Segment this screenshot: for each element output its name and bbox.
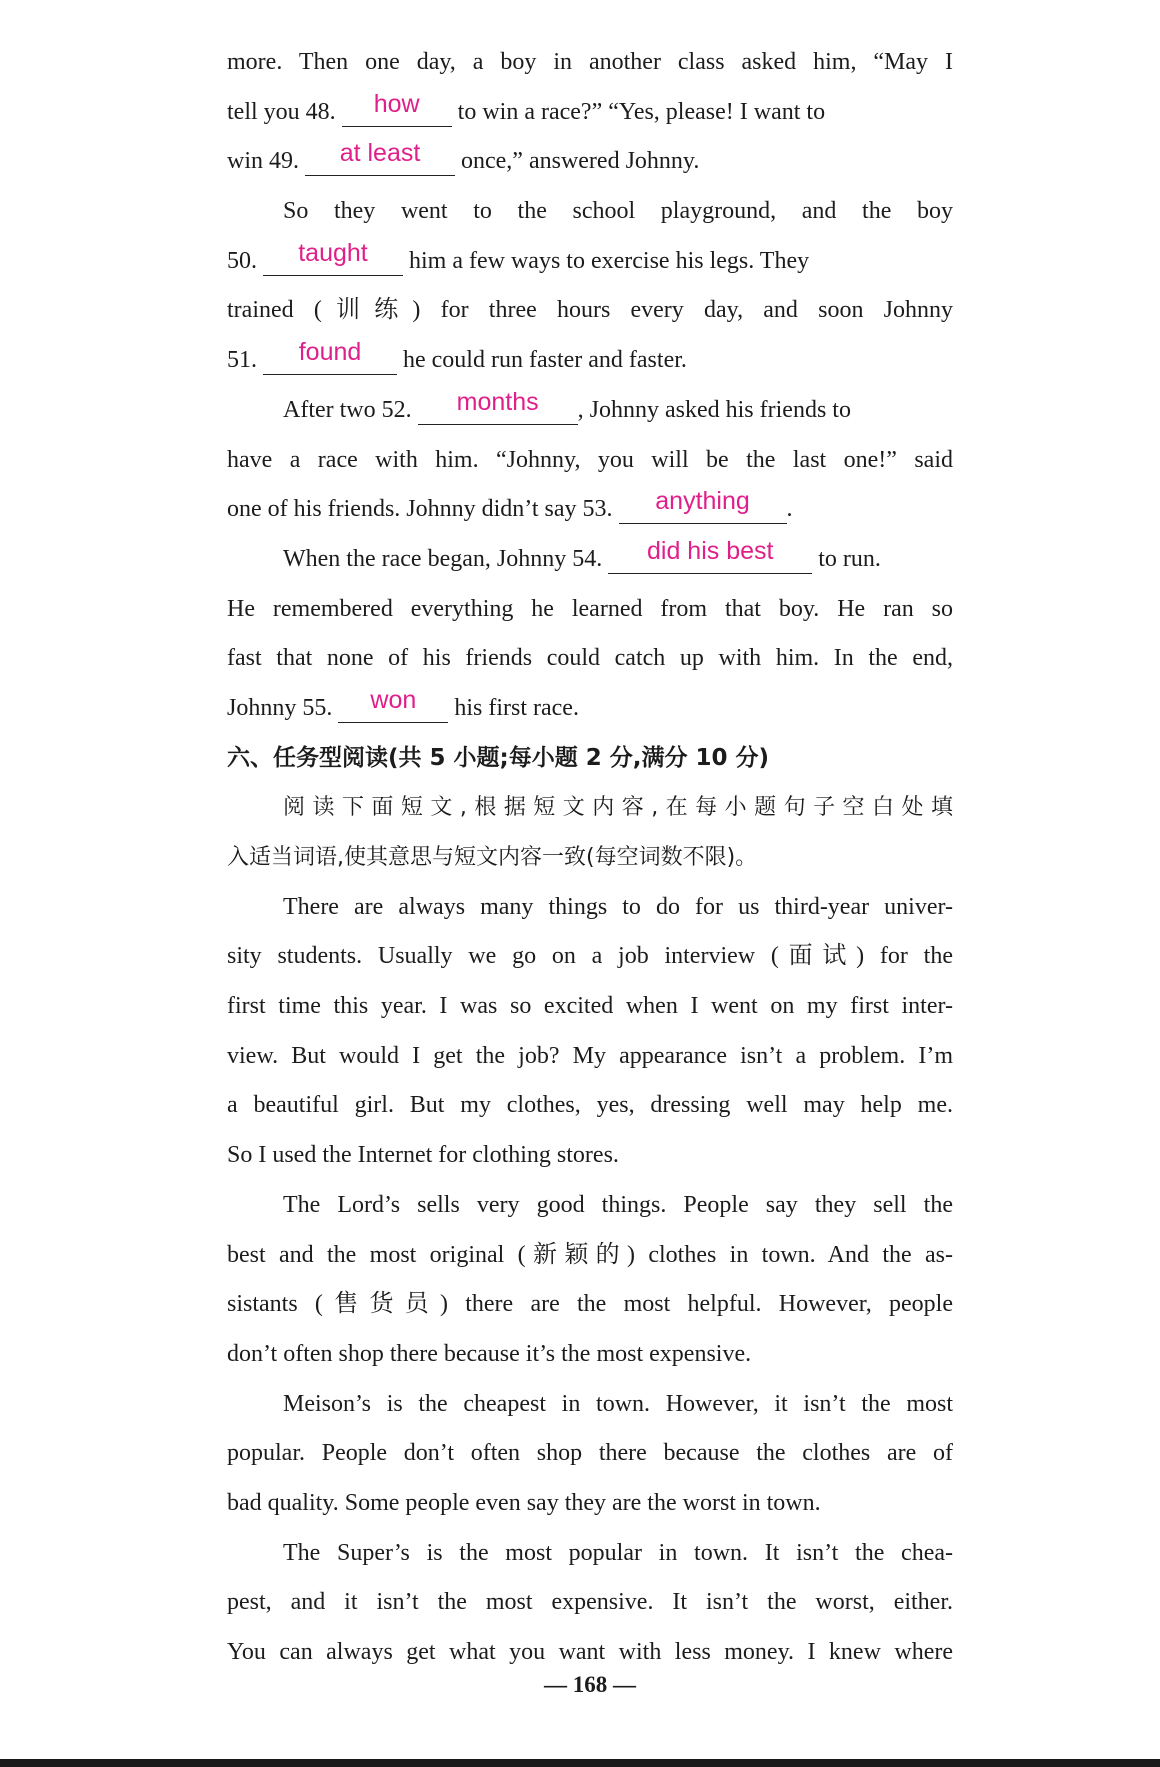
text-line: He remembered everything he learned from that boy. He ran so — [227, 595, 953, 622]
section-heading: 六、任务型阅读(共 5 小题;每小题 2 分,满分 10 分) — [227, 744, 770, 771]
answer-blank-51 — [263, 338, 397, 375]
text-line: trained (训练) for three hours every day, and soon Johnny — [227, 297, 953, 324]
document-page — [227, 38, 953, 1678]
instruction-line: 入适当词语,使其意思与短文内容一致(每空词数不限)。 — [227, 845, 758, 870]
text-line: don’t often shop there because it’s the most expensive. — [227, 1340, 752, 1367]
text-line: So I used the Internet for clothing stores. — [227, 1142, 619, 1169]
text-line: sity students. Usually we go on a job interview (面试) for the — [227, 943, 953, 970]
answer-48: how — [373, 89, 420, 118]
line-text: one of his friends. Johnny didn’t say 53. — [227, 496, 613, 523]
text-line: The Super’s is the most popular in town. It isn’t the chea- — [283, 1539, 953, 1566]
answer-blank-53 — [619, 487, 787, 524]
answer-51: found — [298, 338, 362, 367]
text-line: So they went to the school playground, and the boy — [283, 198, 953, 225]
line-text: . — [786, 496, 793, 523]
answer-50: taught — [298, 238, 368, 267]
text-line: sistants (售货员) there are the most helpful. However, people — [227, 1291, 953, 1318]
text-line — [227, 535, 953, 585]
text-line: You can always get what you want with less money. I knew where — [227, 1639, 953, 1665]
page-number: — 168 — — [544, 1672, 636, 1697]
line-text: win 49. — [227, 148, 299, 175]
answer-blank-49 — [305, 139, 455, 176]
answer-blank-48 — [342, 89, 452, 127]
answer-53: anything — [655, 487, 750, 516]
line-text: him a few ways to exercise his legs. They — [409, 247, 810, 274]
text-line: fast that none of his friends could catch up with him. In the end, — [227, 645, 953, 672]
instruction-line: 阅读下面短文,根据短文内容,在每小题句子空白处填 — [283, 795, 953, 821]
line-text: tell you 48. — [227, 98, 336, 125]
text-line — [227, 237, 953, 287]
text-line: a beautiful girl. But my clothes, yes, dressing well may help me. — [227, 1092, 953, 1119]
line-text: Johnny 55. — [227, 694, 333, 721]
answer-blank-52 — [418, 387, 578, 425]
text-line — [227, 485, 953, 535]
answer-55: won — [370, 685, 417, 714]
text-line: popular. People don’t often shop there because the clothes are of — [227, 1440, 953, 1467]
line-text: After two 52. — [283, 396, 412, 423]
text-line: have a race with him. “Johnny, you will be the last one!” said — [227, 446, 953, 473]
text-line: best and the most original (新颖的) clothes in town. And the as- — [227, 1241, 953, 1268]
text-line: Meison’s is the cheapest in town. However, it isn’t the most — [283, 1390, 953, 1417]
text-line: more. Then one day, a boy in another class asked him, “May I — [227, 49, 953, 75]
line-text: once,” answered Johnny. — [461, 148, 700, 175]
line-text: to win a race?” “Yes, please! I want to — [457, 98, 826, 125]
text-line: The Lord’s sells very good things. People say they sell the — [283, 1191, 953, 1218]
line-text: to run. — [818, 545, 881, 572]
text-line — [227, 336, 953, 386]
text-line: first time this year. I was so excited when I went on my first inter- — [227, 993, 953, 1020]
answer-49: at least — [339, 139, 421, 168]
text-line: pest, and it isn’t the most expensive. It isn’t the worst, either. — [227, 1589, 953, 1616]
text-line: bad quality. Some people even say they are the worst in town. — [227, 1489, 821, 1516]
text-line: view. But would I get the job? My appearance isn’t a problem. I’m — [227, 1042, 953, 1069]
answer-52: months — [456, 387, 539, 416]
answer-54: did his best — [646, 536, 774, 565]
answer-blank-55 — [338, 685, 448, 723]
line-text: When the race began, Johnny 54. — [283, 545, 603, 572]
bottom-bar — [0, 1759, 1160, 1767]
line-text: his first race. — [454, 694, 579, 721]
text-line — [227, 137, 953, 187]
text-line — [227, 88, 953, 138]
line-text: 50. — [227, 247, 257, 274]
line-text: , Johnny asked his friends to — [577, 396, 851, 423]
text-line: There are always many things to do for us third-year univer- — [283, 893, 953, 920]
line-text: 51. — [227, 347, 257, 374]
answer-blank-54 — [608, 536, 812, 574]
line-text: he could run faster and faster. — [403, 347, 687, 374]
text-line — [227, 386, 953, 436]
text-line — [227, 684, 953, 734]
answer-blank-50 — [263, 238, 403, 276]
